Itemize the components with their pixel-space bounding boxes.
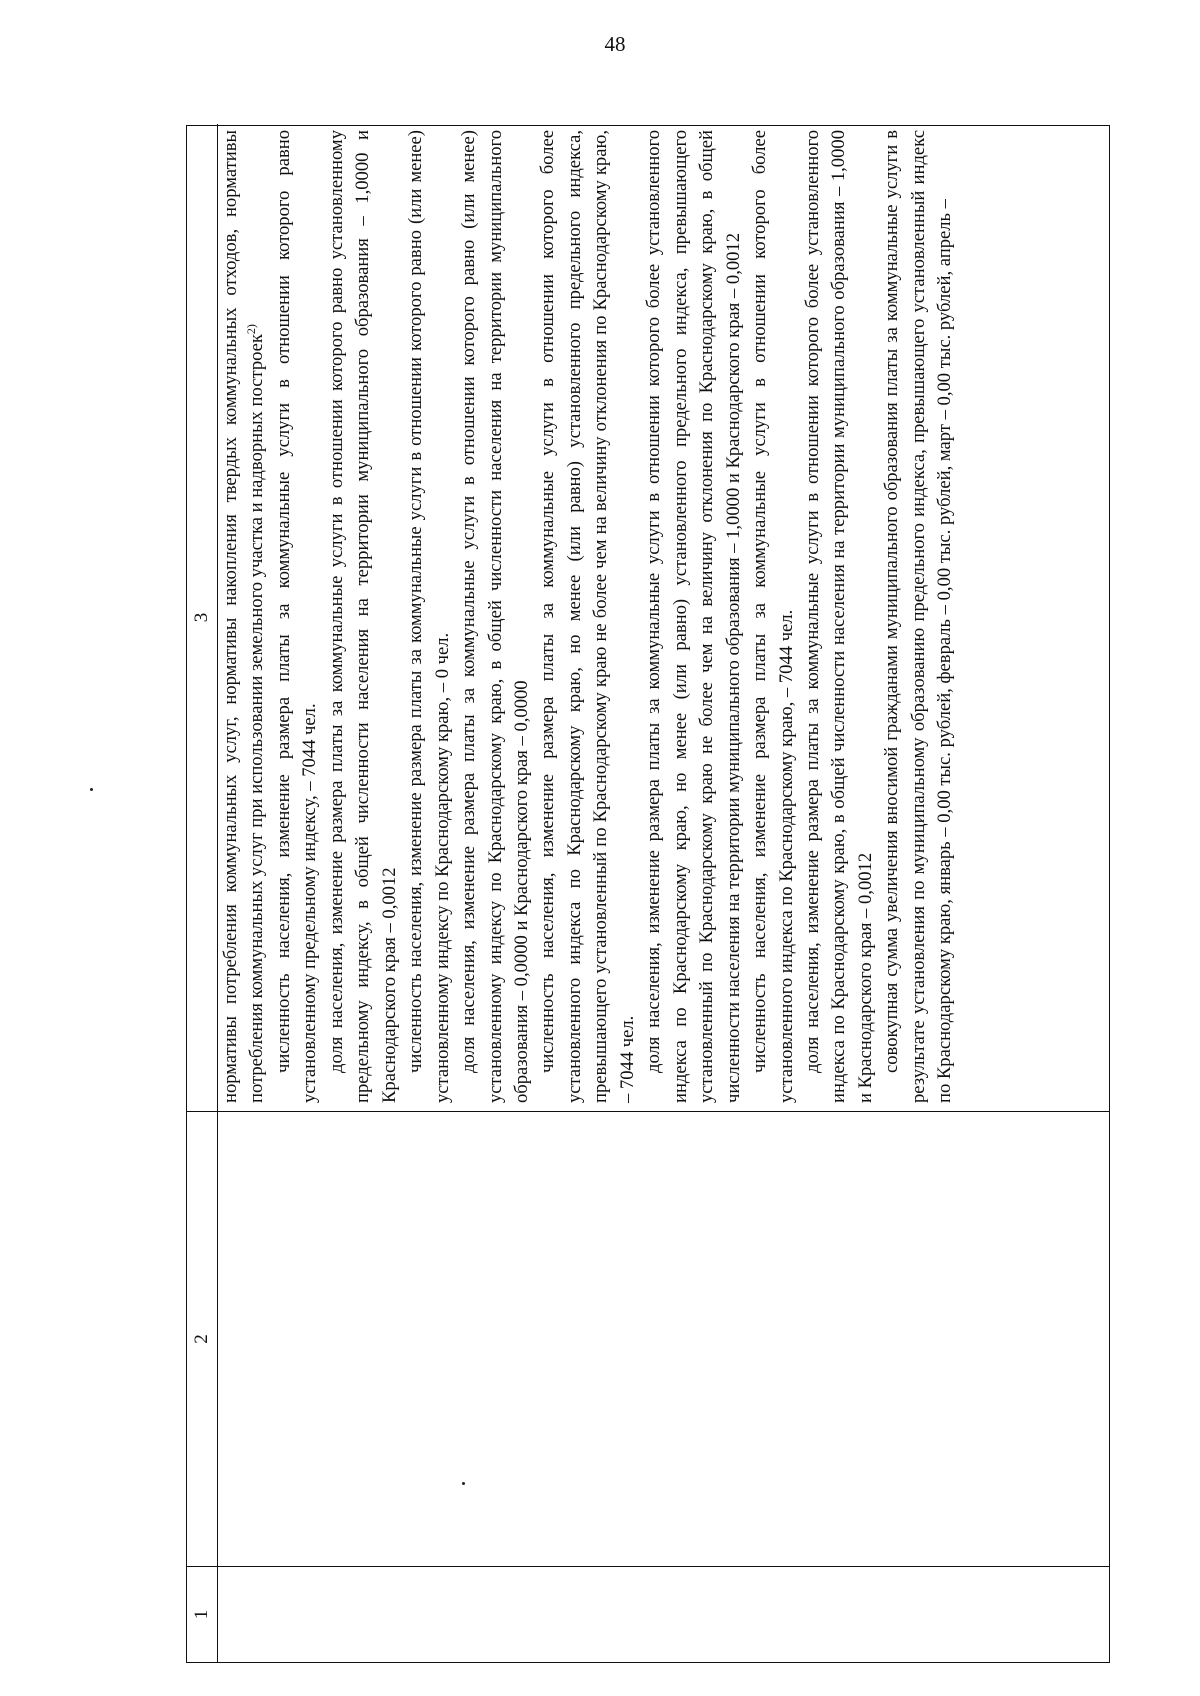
paragraph-text: нормативы потребления коммунальных услуг, нормативы накопления твердых коммунальных отходов, нормативы потребления коммунальных услуг при использовании земельного участка и надворных построек [220,130,268,1103]
table-cell-col1 [218,1566,1109,1662]
page-number: 48 [604,32,626,56]
scan-speck [90,788,93,791]
paragraph-total-increase: совокупная сумма увеличения вносимой гражданами муниципального образования платы за коммунальные услуги в результате установления по муниципальному образованию предельного индекса, превышающего установленный индекс по Краснодарскому краю, январь – 0,00 тыс. рублей, февраль – 0,00 тыс. рублей, март – 0,00 тыс. рублей, апрель – [881,130,956,1103]
paragraph-share-more: доля населения, изменение размера платы за коммунальные услуги в отношении которого более установленного индекса по Краснодарскому краю, в общей численности населения на территории муниципального образования – 1,0000 и Краснодарского края – 0,0012 [801,130,876,1103]
table-cell-col2 [218,1111,1109,1566]
paragraph-share-equal: доля населения, изменение размера платы за коммунальные услуги в отношении которого равно установленному предельному индексу, в общей численности населения на территории муниципального образования – 1,0000 и Краснодарского края – 0,0012 [325,130,400,1103]
column-header-2: 2 [187,1111,217,1566]
paragraph-share-less: доля населения, изменение размера платы за коммунальные услуги в отношении которого равно (или менее) установленному индексу по Краснодарскому краю, в общей численности населения на территории муниципального образования – 0,0000 и Краснодарского края – 0,0000 [458,130,532,1103]
paragraph-population-between: численность населения, изменение размера платы за коммунальные услуги в отношении которого более установленного индекса по Краснодарскому краю, но менее (или равно) установленного предельного индекса, превышающего установленный по Краснодарскому краю не более чем на величину отклонения по Краснодарскому краю, – 7044 чел. [537,130,638,1103]
data-table [186,125,1110,1663]
paragraph-norms [218,130,271,1103]
paragraph-population-equal: численность населения, изменение размера платы за коммунальные услуги в отношении которого равно установленному предельному индексу, – 7044 чел. [272,130,321,1103]
paragraph-population-less: численность населения, изменение размера платы за коммунальные услуги в отношении которого равно (или менее) установленному индексу по Краснодарскому краю, – 0 чел. [405,130,453,1103]
rotated-table-container [186,125,1110,1663]
table-cell-col3 [218,124,1109,1111]
footnote-mark: 2) [244,324,259,335]
paragraph-share-between: доля населения, изменение размера платы за коммунальные услуги в отношении которого более установленного индекса по Краснодарскому краю, но менее (или равно) установленного предельного индекса, превышающего установленный по Краснодарскому краю не более чем на величину отклонения по Краснодарскому краю, в общей численности населения на территории муниципального образования – 1,0000 и Краснодарского края – 0,0012 [643,130,744,1103]
paragraph-population-more: численность населения, изменение размера платы за коммунальные услуги в отношении которого более установленного индекса по Краснодарскому краю, – 7044 чел. [749,130,797,1103]
column-header-3: 3 [191,612,212,623]
table-header-row [187,124,218,1662]
column-header-1: 1 [187,1566,217,1662]
